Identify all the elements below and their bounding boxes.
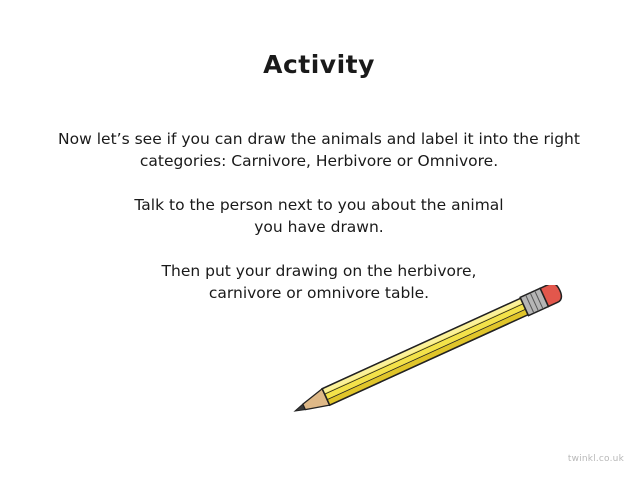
instruction-talk: [40, 194, 598, 238]
instruction-draw: [40, 128, 598, 172]
pencil-facet-line: [325, 304, 523, 394]
slide-title: Activity: [263, 50, 375, 79]
instruction-table-line-1: Then put your drawing on the herbivore,: [161, 262, 477, 280]
watermark: twinkl.co.uk: [567, 454, 624, 464]
instruction-talk-line-2: you have drawn.: [254, 218, 384, 236]
pencil-icon: [285, 285, 575, 425]
instruction-table-line-2: carnivore or omnivore table.: [208, 284, 430, 302]
pencil-facet-line: [327, 309, 525, 399]
pencil-highlight: [322, 298, 522, 393]
pencil-shade: [327, 309, 528, 405]
instruction-draw-line-1: Now let’s see if you can draw the animals and label it into the right: [58, 130, 580, 148]
instruction-draw-line-2: categories: Carnivore, Herbivore or Omnivore.: [139, 152, 499, 170]
instruction-talk-line-1: Talk to the person next to you about the animal: [134, 196, 504, 214]
